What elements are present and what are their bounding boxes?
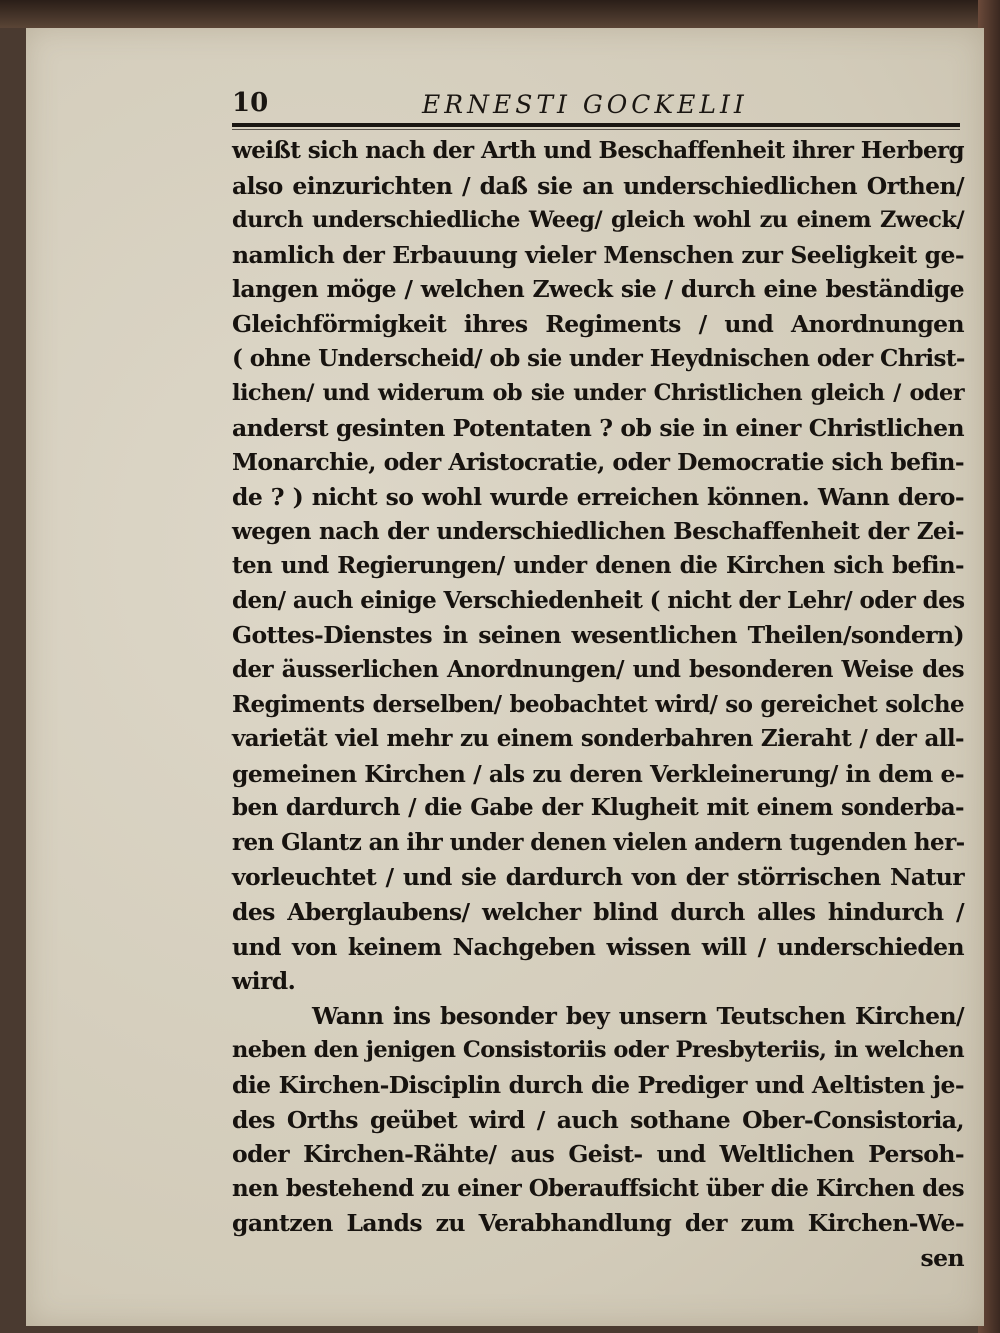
text-line: ( ohne Underscheid/ ob sie under Heydnischen oder Christ- <box>232 344 965 372</box>
running-head: ERNESTI GOCKELII <box>422 90 748 119</box>
header-rule <box>232 123 960 127</box>
text-line: also einzurichten / daß sie an underschiedlichen Orthen/ <box>232 171 964 200</box>
text-line: durch underschiedliche Weeg/ gleich wohl zu einem Zweck/ <box>232 207 964 234</box>
text-line: wird. <box>232 967 296 996</box>
page-header <box>232 88 960 124</box>
header-rule-thin <box>232 129 960 130</box>
text-line: gantzen Lands zu Verabhandlung der zum Kirchen-We- <box>232 1209 964 1238</box>
text-line: des Orths geübet wird / auch sothane Ober-Consistoria, <box>232 1105 964 1134</box>
catchword: sen <box>920 1244 964 1272</box>
text-line: und von keinem Nachgeben wissen will / underschieden <box>232 932 964 961</box>
text-line: de ? ) nicht so wohl wurde erreichen können. Wann dero- <box>232 482 964 511</box>
text-line: ten und Regierungen/ under denen die Kirchen sich befin- <box>232 552 964 580</box>
text-line: die Kirchen-Disciplin durch die Prediger und Aeltisten je- <box>232 1071 964 1100</box>
text-line: weißt sich nach der Arth und Beschaffenheit ihrer Herberg <box>232 137 964 164</box>
text-line: anderst gesinten Potentaten ? ob sie in einer Christlichen <box>232 413 964 442</box>
text-line: Monarchie, oder Aristocratie, oder Democratie sich befin- <box>232 448 964 477</box>
text-line: den/ auch einige Verschiedenheit ( nicht der Lehr/ oder des <box>232 586 965 614</box>
body-text <box>232 134 964 1276</box>
text-line: nen bestehend zu einer Oberauffsicht über die Kirchen des <box>232 1174 964 1202</box>
text-line: langen möge / welchen Zweck sie / durch eine beständige <box>232 275 964 304</box>
text-line: neben den jenigen Consistoriis oder Presbyteriis, in welchen <box>232 1037 964 1064</box>
text-line: varietät viel mehr zu einem sonderbahren Zieraht / der all- <box>232 725 964 753</box>
text-line: ben dardurch / die Gabe der Klugheit mit einem sonderba- <box>232 794 964 822</box>
text-line: des Aberglaubens/ welcher blind durch alles hindurch / <box>232 898 964 927</box>
text-line: Gottes-Dienstes in seinen wesentlichen Theilen/sondern) <box>232 621 964 650</box>
text-line: wegen nach der underschiedlichen Beschaffenheit der Zei- <box>232 517 964 545</box>
text-line: Regiments derselben/ beobachtet wird/ so gereichet solche <box>232 690 964 718</box>
text-line: der äusserlichen Anordnungen/ und besonderen Weise des <box>232 655 964 683</box>
text-line: lichen/ und widerum ob sie under Christlichen gleich / oder <box>232 380 964 407</box>
scan-backdrop-top <box>0 0 1000 28</box>
text-line: ren Glantz an ihr under denen vielen andern tugenden her- <box>232 828 965 856</box>
page-number: 10 <box>232 88 269 118</box>
text-line: gemeinen Kirchen / als zu deren Verkleinerung/ in dem e- <box>232 759 964 788</box>
text-line: Wann ins besonder bey unsern Teutschen Kirchen/ <box>312 1001 964 1030</box>
text-line: oder Kirchen-Rähte/ aus Geist- und Weltlichen Persoh- <box>232 1140 964 1169</box>
text-line: Gleichförmigkeit ihres Regiments / und Anordnungen <box>232 309 964 338</box>
text-line: namlich der Erbauung vieler Menschen zur Seeligkeit ge- <box>232 240 964 269</box>
text-line: vorleuchtet / und sie dardurch von der störrischen Natur <box>232 863 964 892</box>
